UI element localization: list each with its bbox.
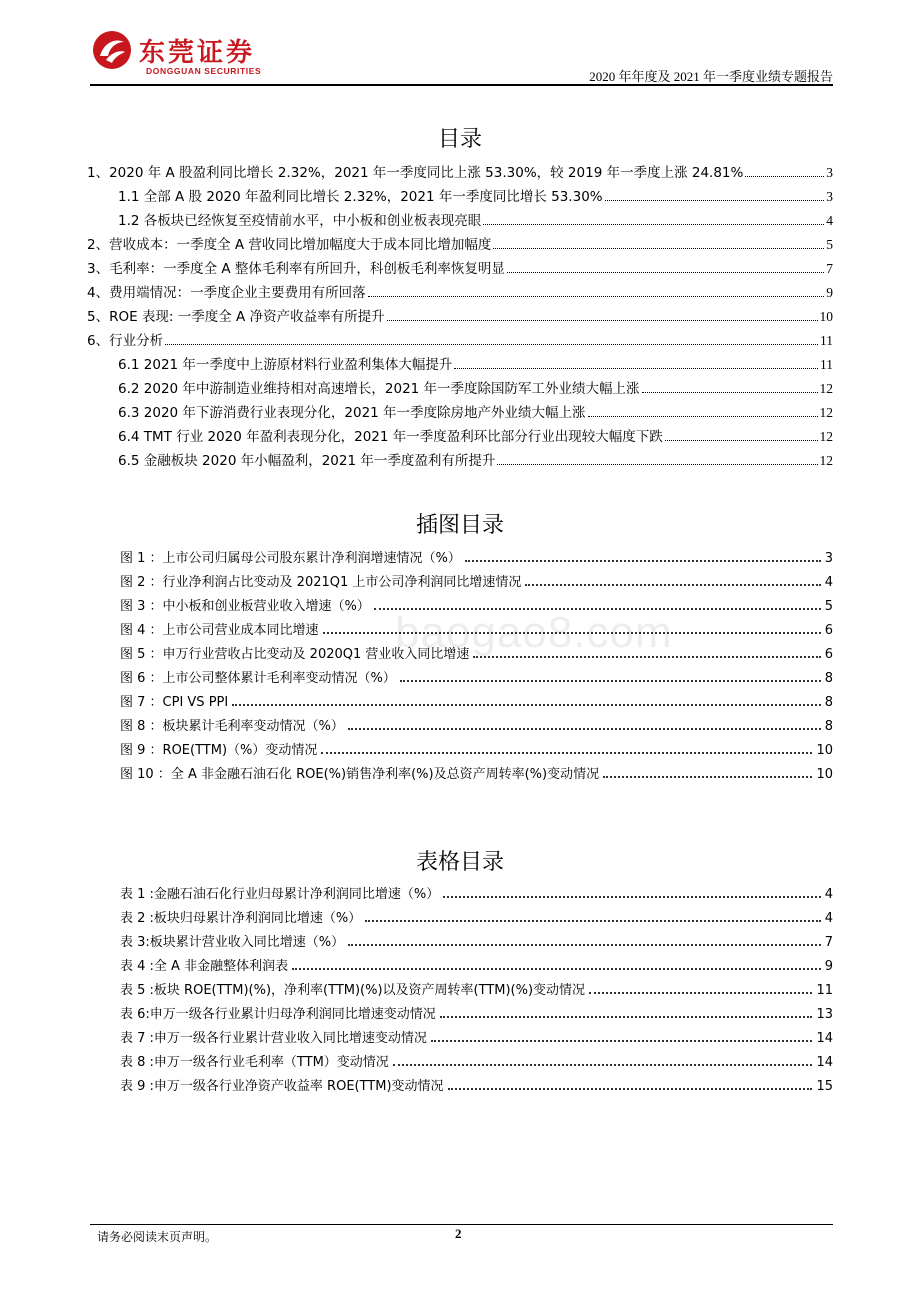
figure-entry-page: 10	[816, 743, 833, 758]
figure-entry-text: 图 2 ：行业净利润占比变动及 2021Q1 上市公司净利润同比增速情况	[120, 575, 522, 590]
table-entry-text: 表 8 :申万一级各行业毛利率（TTM）变动情况	[120, 1055, 389, 1070]
toc-entry-text: 6.2 2020 年中游制造业维持相对高速增长，2021 年一季度除国防军工外业绩大幅上涨	[118, 381, 640, 397]
toc-heading: 目录	[437, 127, 482, 152]
figure-entry-text: 图 6 ：上市公司整体累计毛利率变动情况（%）	[120, 671, 396, 686]
toc-entry-text: 1.1 全部 A 股 2020 年盈利同比增长 2.32%，2021 年一季度同比增长 53.30%	[118, 189, 603, 205]
leader-dots	[400, 668, 821, 682]
watermark: baogao8.com	[395, 608, 673, 657]
leader-dots	[745, 163, 824, 177]
toc-entry-page: 11	[820, 333, 833, 348]
toc-entry[interactable]	[118, 187, 833, 207]
toc-entry[interactable]	[118, 451, 833, 471]
table-entry-page: 13	[816, 1007, 833, 1022]
figure-entry-text: 图 9 ：ROE(TTM)（%）变动情况	[120, 743, 318, 758]
leader-dots	[525, 572, 820, 586]
table-entry[interactable]	[120, 1028, 833, 1048]
toc-entry-page: 12	[819, 405, 833, 420]
toc-entry-text: 1.2 各板块已经恢复至疫情前水平，中小板和创业板表现亮眼	[118, 213, 482, 229]
toc-entry-page: 3	[826, 165, 833, 180]
figure-entry-page: 3	[824, 551, 833, 566]
toc-entry-text: 2、营收成本：一季度全 A 营收同比增加幅度大于成本同比增加幅度	[87, 237, 492, 253]
leader-dots	[440, 1004, 813, 1018]
leader-dots	[448, 1076, 813, 1090]
toc-entry-text: 6.5 金融板块 2020 年小幅盈利，2021 年一季度盈利有所提升	[118, 453, 496, 469]
figure-entry-text: 图 10 ：全 A 非金融石油石化 ROE(%)销售净利率(%)及总资产周转率(%)变动情况	[120, 767, 600, 782]
toc-entry-text: 5、ROE 表现: 一季度全 A 净资产收益率有所提升	[87, 309, 385, 325]
table-entry[interactable]	[120, 1052, 833, 1072]
table-entry-page: 9	[824, 959, 833, 974]
tables-heading: 表格目录	[415, 850, 504, 875]
figure-entry-page: 8	[824, 671, 833, 686]
toc-entry[interactable]	[87, 259, 833, 279]
leader-dots	[393, 1052, 813, 1066]
toc-entry-text: 4、费用端情况：一季度企业主要费用有所回落	[87, 285, 366, 301]
leader-dots	[348, 932, 821, 946]
table-entry[interactable]	[120, 1004, 833, 1024]
leader-dots	[603, 764, 812, 778]
figure-entry-text: 图 1 ：上市公司归属母公司股东累计净利润增速情况（%）	[120, 551, 461, 566]
toc-entry-page: 7	[826, 261, 833, 276]
dongguan-logo-icon	[92, 30, 132, 70]
figure-entry-page: 5	[824, 599, 833, 614]
figure-entry-page: 6	[824, 647, 833, 662]
figure-entry-page: 4	[824, 575, 833, 590]
figure-entry-page: 8	[824, 719, 833, 734]
figure-entry-text: 图 3 ：中小板和创业板营业收入增速（%）	[120, 599, 370, 614]
toc-entry-page: 3	[826, 189, 833, 204]
toc-entry-page: 9	[826, 285, 833, 300]
logo-text-cn: 东莞证券	[139, 38, 256, 68]
figure-entry[interactable]	[120, 716, 833, 736]
figure-entry-page: 10	[816, 767, 833, 782]
leader-dots	[387, 307, 818, 321]
leader-dots	[665, 427, 818, 441]
toc-entry[interactable]	[118, 379, 833, 399]
toc-entry[interactable]	[118, 211, 833, 231]
figure-entry[interactable]	[120, 740, 833, 760]
page-number: 2	[455, 1226, 462, 1241]
figure-entry[interactable]	[120, 692, 833, 712]
leader-dots	[365, 908, 820, 922]
table-entry[interactable]	[120, 956, 833, 976]
figure-entry[interactable]	[120, 668, 833, 688]
toc-entry[interactable]	[87, 163, 833, 183]
page-header	[90, 28, 833, 86]
table-entry-page: 15	[816, 1079, 833, 1094]
toc-entry-page: 12	[819, 453, 833, 468]
table-entry[interactable]	[120, 908, 833, 928]
leader-dots	[165, 331, 818, 345]
leader-dots	[232, 692, 821, 706]
table-entry-page: 14	[816, 1055, 833, 1070]
figure-entry[interactable]	[120, 548, 833, 568]
table-entry-page: 14	[816, 1031, 833, 1046]
table-entry-text: 表 3:板块累计营业收入同比增速（%）	[120, 935, 345, 950]
table-entry-page: 11	[816, 983, 833, 998]
figures-heading: 插图目录	[415, 513, 504, 538]
toc-entry-page: 12	[819, 381, 833, 396]
table-entry-text: 表 2 :板块归母累计净利润同比增速（%）	[120, 911, 362, 926]
figure-entry-text: 图 4 ：上市公司营业成本同比增速	[120, 623, 319, 638]
toc-entry[interactable]	[87, 235, 833, 255]
toc-entry-text: 3、毛利率：一季度全 A 整体毛利率有所回升，科创板毛利率恢复明显	[87, 261, 505, 277]
toc-entry[interactable]	[118, 355, 833, 375]
leader-dots	[493, 235, 824, 249]
table-entry-text: 表 4 :全 A 非金融整体利润表	[120, 959, 289, 974]
leader-dots	[465, 548, 821, 562]
toc-entry[interactable]	[87, 307, 833, 327]
leader-dots	[368, 283, 825, 297]
leader-dots	[589, 980, 812, 994]
leader-dots	[483, 211, 824, 225]
toc-entry-page: 11	[820, 357, 833, 372]
leader-dots	[431, 1028, 813, 1042]
toc-entry[interactable]	[118, 403, 833, 423]
figure-entry-page: 6	[824, 623, 833, 638]
table-entry[interactable]	[120, 1076, 833, 1096]
toc-entry-page: 5	[826, 237, 833, 252]
table-entry[interactable]	[120, 932, 833, 952]
leader-dots	[292, 956, 821, 970]
table-entry[interactable]	[120, 980, 833, 1000]
table-entry-page: 7	[824, 935, 833, 950]
leader-dots	[588, 403, 818, 417]
leader-dots	[454, 355, 818, 369]
toc-entry[interactable]	[87, 331, 833, 351]
leader-dots	[497, 451, 817, 465]
leader-dots	[605, 187, 825, 201]
leader-dots	[348, 716, 821, 730]
toc-entry-page: 4	[826, 213, 833, 228]
table-entry-page: 4	[824, 887, 833, 902]
leader-dots	[642, 379, 818, 393]
figure-entry[interactable]	[120, 764, 833, 784]
toc-entry[interactable]	[118, 427, 833, 447]
report-title: 2020 年年度及 2021 年一季度业绩专题报告	[589, 69, 833, 84]
table-entry-text: 表 6:申万一级各行业累计归母净利润同比增速变动情况	[120, 1007, 436, 1022]
table-entry-text: 表 9 :申万一级各行业净资产收益率 ROE(TTM)变动情况	[120, 1079, 444, 1094]
table-entry[interactable]	[120, 884, 833, 904]
toc-entry-text: 1、2020 年 A 股盈利同比增长 2.32%，2021 年一季度同比上涨 53.30%，较 2019 年一季度上涨 24.81%	[87, 165, 744, 181]
table-entry-text: 表 1 :金融石油石化行业归母累计净利润同比增速（%）	[120, 887, 440, 902]
figure-entry-text: 图 8 ：板块累计毛利率变动情况（%）	[120, 719, 344, 734]
toc-entry-text: 6.4 TMT 行业 2020 年盈利表现分化，2021 年一季度盈利环比部分行业出现较大幅度下跌	[118, 429, 663, 445]
leader-dots	[321, 740, 812, 754]
toc-entry[interactable]	[87, 283, 833, 303]
leader-dots	[443, 884, 820, 898]
toc-entry-page: 10	[819, 309, 833, 324]
figure-entry-text: 图 7 ：CPI VS PPI	[120, 695, 229, 710]
footer-divider	[90, 1224, 833, 1225]
toc-entry-text: 6.3 2020 年下游消费行业表现分化，2021 年一季度除房地产外业绩大幅上涨	[118, 405, 586, 421]
toc-entry-page: 12	[819, 429, 833, 444]
table-entry-page: 4	[824, 911, 833, 926]
table-entry-text: 表 5 :板块 ROE(TTM)(%)，净利率(TTM)(%)以及资产周转率(TTM)(%)变动情况	[120, 983, 586, 998]
logo-text-en: DONGGUAN SECURITIES	[146, 66, 262, 76]
table-entry-text: 表 7 :申万一级各行业累计营业收入同比增速变动情况	[120, 1031, 427, 1046]
figure-entry-text: 图 5 ：申万行业营收占比变动及 2020Q1 营业收入同比增速	[120, 647, 470, 662]
figure-entry[interactable]	[120, 572, 833, 592]
toc-entry-text: 6、行业分析	[87, 333, 164, 349]
footer-disclaimer: 请务必阅读末页声明。	[97, 1230, 218, 1244]
figure-entry-page: 8	[824, 695, 833, 710]
header-divider	[90, 84, 833, 86]
leader-dots	[507, 259, 824, 273]
toc-entry-text: 6.1 2021 年一季度中上游原材料行业盈利集体大幅提升	[118, 357, 453, 373]
